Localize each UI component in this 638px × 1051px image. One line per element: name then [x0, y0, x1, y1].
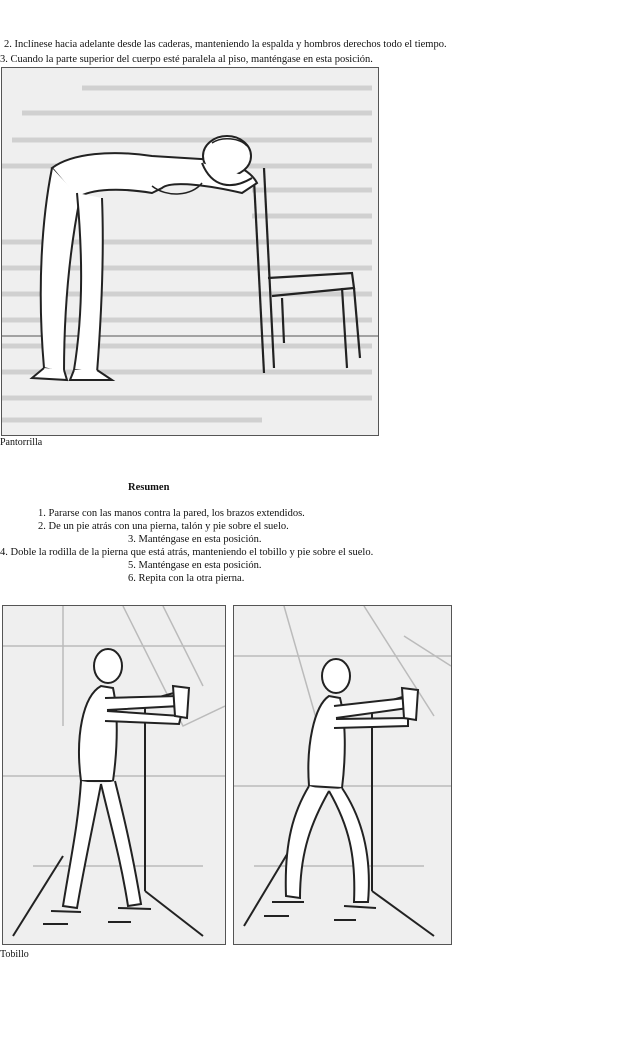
- resumen-step-3: 3. Manténgase en esta posición.: [128, 534, 262, 545]
- tobillo-illustration-right: [233, 605, 452, 945]
- pantorrilla-illustration: [1, 67, 379, 436]
- resumen-step-1: 1. Pararse con las manos contra la pared, los brazos extendidos.: [38, 508, 305, 519]
- instruction-step-3: 3. Cuando la parte superior del cuerpo esté paralela al piso, manténgase en esta posición.: [0, 54, 373, 65]
- instruction-step-2: 2. Inclínese hacia adelante desde las caderas, manteniendo la espalda y hombros derechos todo el tiempo.: [4, 39, 447, 50]
- resumen-step-5: 5. Manténgase en esta posición.: [128, 560, 262, 571]
- resumen-step-4: 4. Doble la rodilla de la pierna que está atrás, manteniendo el tobillo y pie sobre el suelo.: [0, 547, 374, 558]
- pantorrilla-caption: Pantorrilla: [0, 437, 43, 448]
- tobillo-illustration-left: [2, 605, 226, 945]
- resumen-step-2: 2. De un pie atrás con una pierna, talón y pie sobre el suelo.: [38, 521, 289, 532]
- resumen-heading: Resumen: [128, 482, 170, 493]
- resumen-step-6: 6. Repita con la otra pierna.: [128, 573, 245, 584]
- tobillo-caption: Tobillo: [0, 949, 29, 960]
